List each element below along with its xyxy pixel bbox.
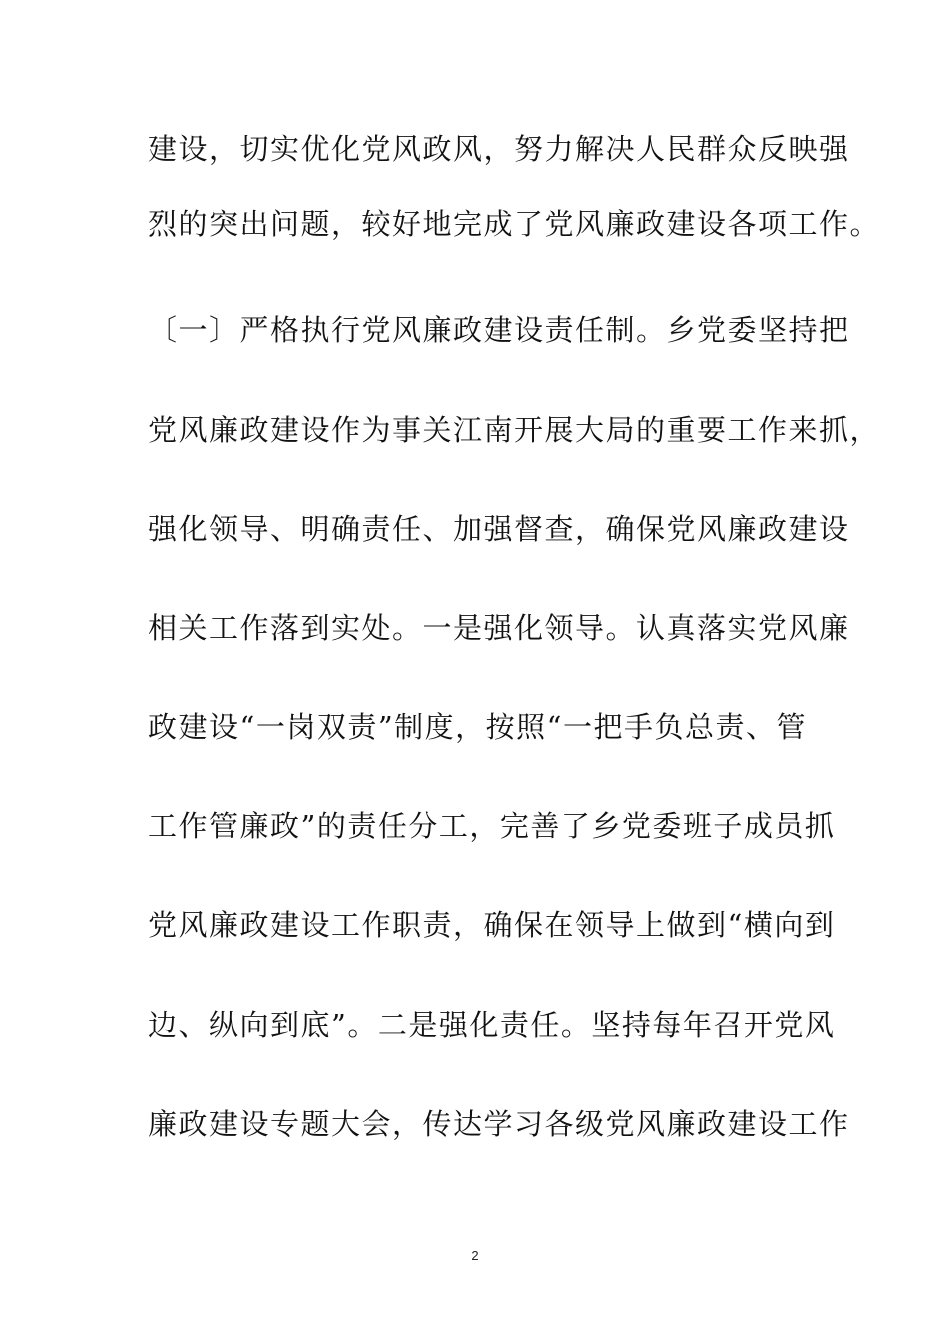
body-text-line: 政建设“一岗双责”制度，按照“一把手负总责、管 — [148, 710, 807, 744]
body-text-line: 建设，切实优化党风政风，努力解决人民群众反映强 — [148, 132, 850, 166]
body-text-line: 党风廉政建设作为事关江南开展大局的重要工作来抓， — [148, 413, 881, 447]
body-text-line: 工作管廉政”的责任分工，完善了乡党委班子成员抓 — [148, 809, 836, 843]
body-text-line: 边、纵向到底”。二是强化责任。坚持每年召开党风 — [148, 1008, 836, 1042]
body-text-line: 相关工作落到实处。一是强化领导。认真落实党风廉 — [148, 611, 850, 645]
body-text-line: 强化领导、明确责任、加强督查，确保党风廉政建设 — [148, 512, 850, 546]
body-text-line: 党风廉政建设工作职责，确保在领导上做到“横向到 — [148, 908, 836, 942]
body-text-line: 烈的突出问题，较好地完成了党风廉政建设各项工作。 — [148, 207, 881, 241]
body-text-line: 廉政建设专题大会，传达学习各级党风廉政建设工作 — [148, 1107, 850, 1141]
page-number: 2 — [471, 1248, 479, 1263]
body-text-line: 〔一〕严格执行党风廉政建设责任制。乡党委坚持把 — [148, 313, 850, 347]
